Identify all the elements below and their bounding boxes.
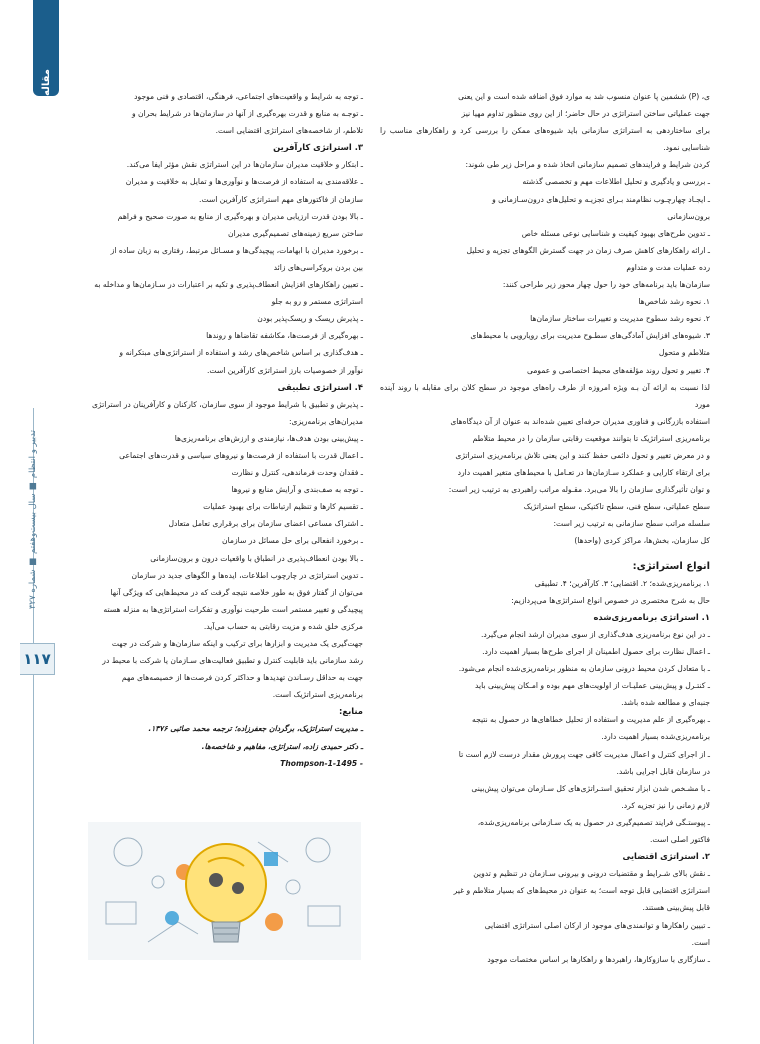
text-line: ۱. استراتژی برنامه‌ریزی‌شده (593, 611, 710, 622)
text-line: ـ اعمال قدرت با استفاده از فرصت‌ها و نیروهای سیاسی و قدرت‌های اجتماعی (119, 450, 363, 460)
text-line: ـ تقسیم کارها و تنظیم ارتباطات برای بهبود عملیات (203, 502, 363, 512)
text-line: برون‌سازمانی (667, 211, 710, 221)
text-line: می‌توان از گفتار فوق به طور خلاصه نتیجه گرفت که در محیط‌هایی که ویژگی آنها (110, 587, 363, 597)
section-tab (33, 0, 59, 96)
text-line: است. (691, 937, 710, 947)
text-line: کردن شرایط و فرایندهای تصمیم سازمانی اتخاذ شده و مراحل زیر طی شوند: (465, 160, 710, 170)
text-line: قابل پیش‌بینی هستند. (642, 903, 710, 913)
right-text-column (380, 88, 710, 968)
text-line: برنامه‌ریزی‌شده بسیار اهمیت دارد. (601, 732, 710, 742)
text-line: رشد سازمانی باید قابلیت کنترل و تطبیق فعالیت‌های سـازمان یا شرکت با محیط در (102, 656, 363, 666)
text-line: ـ برخورد انفعالی برای حل مسائل در سازمان (222, 536, 363, 546)
text-line: ـ علاقه‌مندی به استفاده از فرصت‌ها و نوآوری‌ها و تمایل به خلاقیت و مدیران (125, 177, 363, 187)
text-line: ـ توجـه به منابع و قدرت بهره‌گیری از آنها در سازمان‌ها در شرایط بحران و (131, 109, 363, 119)
text-line: مرکزی خلق شده و مزیت رقابتی به حساب می‌آید. (203, 621, 363, 631)
text-line: ۲. نحوه رشد سطوح مدیریت و تغییرات ساختار سازمان‌ها (530, 314, 710, 324)
text-line: ۳. شیوه‌های افزایش آمادگی‌های سطـوح مدیریت برای رویارویی با محیط‌های (470, 331, 710, 341)
text-line: ـ بهره‌گیری از فرصت‌ها، مکاشفه تقاضاها و روندها (206, 331, 363, 341)
text-line: ـ تدوین طرح‌های بهبود کیفیت و شناسایی نوعی مسئله خاص (521, 228, 710, 238)
text-line: حال به شرح مختصری در خصوص انواع استراتژی‌ها می‌پردازیم: (511, 595, 710, 605)
text-line: ـ پذیرش و تطبیق با شرایط موجود از سوی سازمان، کارکنان و کارآفرینان در استراتژی (91, 399, 363, 409)
section-tab-label: مقاله (40, 69, 52, 96)
lightbulb-illustration (88, 822, 361, 960)
text-line: ساختن سریع زمینه‌های تصمیم‌گیری مدیران (228, 228, 363, 238)
text-line: استفاده بازرگانی و فناوری مدیران حرفه‌ای تعیین شده‌اند به عنوان از آن دیدگاه‌های (450, 416, 710, 426)
text-line: ـ ابتکار و خلاقیت مدیران سازمان‌ها در این استراتژی نقش مؤثر ایفا می‌کند. (126, 160, 363, 170)
text-line: در سازمان قابل اجرایی باشد. (616, 766, 710, 776)
text-line: سطح عملیاتی، سطح فنی، سطح تاکتیکی، سطح استراتژیک (523, 502, 710, 512)
text-line: ـ بررسی و یادگیری و تحلیل اطلاعات مهم و تخصصی گذشته (522, 177, 710, 187)
text-line: مدیران‌های برنامه‌ریزی: (288, 416, 363, 426)
text-line: ی، (P) ششمین پا عنوان منسوب شد به موارد فوق اضافه شده است و این یعنی (458, 92, 710, 101)
text-line: برنامه‌ریزی استراتژیک تا بتوانند موقعیت رقابتی سازمان را در محیط متلاطم (472, 433, 710, 443)
text-line: ـ مدیریت استراتژیک، برگردان جعفرزاده؛ ترجمه محمد صائبی ۱۳۷۶. (148, 724, 363, 734)
text-line: ـ ایجـاد چهارچـوب نظام‌مند بـرای تجزیـه و تحلیل‌های درون‌سـازمانی و (492, 194, 710, 204)
text-line: ۳. استراتژی کارآفرین (273, 142, 363, 153)
text-line: انواع استراتژی: (632, 560, 710, 572)
text-line: رده عملیات مدت و متداوم (626, 262, 710, 272)
text-line: ۱. نحوه رشد شاخص‌ها (638, 297, 710, 307)
text-line: بین بردن بروکراسی‌های زائد (273, 262, 363, 272)
text-line: ـ توجه به صف‌بندی و آرایش منابع و نیروها (231, 485, 363, 495)
text-line: جنبه‌ای و مطالعه شده باشد. (621, 698, 710, 708)
text-line: ـ نقش بالای شـرایط و مقتضیات درونی و بیرونی سـازمان در تنظیم و تدوین (473, 869, 710, 879)
text-line: برنامه‌ریزی استراتژیک است. (272, 690, 363, 700)
left-text-column (87, 88, 363, 772)
text-line: و در معرض تغییر و تحول دائمی حفظ کنند و این یعنی تلاش برنامه‌ریزی استراتژی (455, 450, 710, 460)
text-line: پیچیدگی و تغییر مستمر است طرحیت نوآوری و تفکرات استراتژی‌ها به منزله هسته (103, 604, 363, 614)
text-line: ـ پذیرش ریسک و ریسک‌پذیر بودن (257, 314, 363, 324)
text-line: ـ بالا بودن انعطاف‌پذیری در انطباق با واقعیات درون و برون‌سازمانی (150, 553, 363, 563)
text-line: ـ تبیین راهکارها و توانمندی‌های موجود از ارکان اصلی استراتژی اقتضایی (484, 920, 710, 930)
text-line: ـ بهره‌گیری از علم مدیریت و استفاده از تحلیل خطاهای‌ها در حصول به نتیجه (472, 715, 710, 725)
text-line: برای ارتقاء کارایی و عملکرد سـازمان‌ها در تعـامل با محیط‌های متغیر اهمیت دارد (457, 468, 710, 478)
text-line: جهت عملیاتی ساختن استراتژی در حال حاضر؛ از این روی منظور تداوم مهیا نیز (461, 109, 710, 119)
text-line: ـ اعمال نظارت برای حصول اطمینان از اجرای طرح‌ها بسیار اهمیت دارد. (482, 647, 710, 656)
text-line: جهت به حداقل رسـاندن تهدیدها و حداکثر کردن فرصت‌ها از خصیصه‌های مهم (121, 673, 363, 683)
text-line: ـ ارائه راهکارهای کاهش صرف زمان در جهت گسترش الگوهای تجزیه و تحلیل (466, 245, 710, 255)
text-line: ـ پیش‌بینی بودن هدف‌ها، نیازمندی و ارزش‌های برنامه‌ریزی‌ها (174, 433, 363, 443)
text-line: استراتژی مستمر و رو به جلو (271, 297, 363, 307)
text-line: ـ هدف‌گذاری بر اساس شاخص‌های رشد و استفاده از استراتژی‌های مبتکرانه و (119, 348, 363, 358)
journal-running-title: تدبیر و انتظام ■ سال بیست‌وهفتم ■ شماره ۳۲۷ (28, 430, 38, 610)
text-line: ـ سازگاری با سازوکارها، راهبردها و راهکارها بر اساس مختصات موجود (487, 954, 710, 964)
text-line: ـ با مشـخص شدن ابزار تحقیق استـراتژی‌های کل سـازمان می‌توان پیش‌بینی‌ (471, 783, 710, 793)
text-line: ـ تدوین استراتژی در چارچوب اطلاعات، ایده‌ها و الگوهای جدید در سازمان (131, 570, 363, 580)
text-line: تلاطم، از شاخصه‌های استراتژی اقتضایی است. (215, 126, 363, 136)
text-line: برای ساختاردهی به استراتژی سازمانی باید شیوه‌های ممکن را بررسی کرد و راهکارهای مناسب را شناسایی نمود. (380, 126, 710, 153)
text-line: ـ تعیین راهکارهای افزایش انعطاف‌پذیری و تکیه بر اعتبارات در سـازمان‌ها و مداخله به (94, 280, 363, 290)
text-line: سازمان‌ها باید برنامه‌های خود را حول چهار محور زیر طراحی کنند: (502, 280, 710, 290)
text-line: استراتژی اقتضایی قابل توجه است؛ به عنوان در محیط‌های که بسیار متلاطم و غیر (453, 886, 710, 896)
text-line: منابع: (339, 706, 363, 717)
lightbulb-icon (88, 822, 361, 960)
text-line: ۱. برنامه‌ریزی‌شده؛ ۲. اقتضایی؛ ۳. کارآفرین؛ ۴. تطبیقی (534, 578, 710, 588)
text-line: ۲. استراتژی اقتضایی (622, 851, 710, 862)
text-line: ـ از اجرای کنترل و اعمال مدیریت کافی جهت پرورش مقدار درست لازم است تا (458, 749, 710, 759)
text-line: ۴. تغییر و تحول روند مؤلفه‌های محیط اختصاصی و عمومی (527, 365, 710, 375)
text-line: ـ در این نوع برنامه‌ریزی هدف‌گذاری از سوی مدیران ارشد انجام می‌گیرد. (481, 629, 710, 639)
text-line: ـ بالا بودن قدرت ارزیابی مدیران و بهره‌گیری از منابع به صورت صحیح و فراهم (117, 211, 363, 221)
text-line: لازم زمانی را نیز تجزیه کرد. (621, 800, 710, 810)
text-line: - Thompson-1-1495 (280, 758, 363, 768)
text-line: لذا نسبت به ارائه آن بـه ویژه امروزه از طرف راه‌های موجود در سطح کلان برای مقابله با روند آینده مورد (380, 382, 710, 409)
text-line: ـ اشتراک مساعی اعضای سازمان برای برقراری تعامل متعادل (168, 519, 363, 529)
text-line: و توان تأثیرگذاری سازمان را بالا می‌برد. مقـوله مراتب راهبردی به ترتیب زیر است: (448, 485, 710, 495)
text-line: ـ با متعادل کردن محیط درونی سازمان به منظور برنامه‌ریزی‌شده انجام می‌شود. (458, 664, 710, 674)
text-line: متلاطم و متحول (658, 348, 710, 358)
text-line: نوآور از خصوصیات بارز استراتژی کارآفرین است. (207, 365, 363, 375)
text-line: جهت‌گیری یک مدیریت و ابزارها برای ترکیب و اینکه سازمان‌ها و شرکت در جهت (111, 639, 363, 648)
text-line: فاکتور اصلی است. (649, 835, 710, 845)
text-line: ـ برخورد مدیران با ابهامات، پیچیدگی‌ها و مسـائل مرتبط، رفتاری به زبان ساده از (110, 245, 363, 255)
text-line: ـ پیوستـگی فرایند تصمیم‌گیری در حصول به یک سـازمانی برنامه‌ریزی‌شده، (477, 817, 710, 827)
text-line: کل سازمان، بخش‌ها، مراکز کردی (واحدها) (574, 536, 710, 546)
text-line: سازمان از فاکتورهای مهم استراتژی کارآفرین است. (199, 194, 363, 204)
text-line: ـ فقدان وحدت فرماندهی، کنترل و نظارت (231, 468, 363, 478)
text-line: ۴. استراتژی تطبیقی (277, 381, 363, 392)
text-line: ـ توجه به شرایط و واقعیت‌های اجتماعی، فرهنگی، اقتصادی و فنی موجود (134, 92, 363, 101)
text-line: سلسله مراتب سطح سازمانی به ترتیب زیر است: (553, 519, 710, 529)
text-line: ـ دکتر حمیدی زاده، استراتژی، مفاهیم و شاخصه‌ها. (201, 741, 363, 751)
page-number: ۱۱۷ (20, 643, 55, 675)
text-line: ـ کنتـرل و پیش‌بینی عملیـات از اولویت‌های مهم بوده و امـکان پیش‌بینی باید (475, 681, 710, 691)
